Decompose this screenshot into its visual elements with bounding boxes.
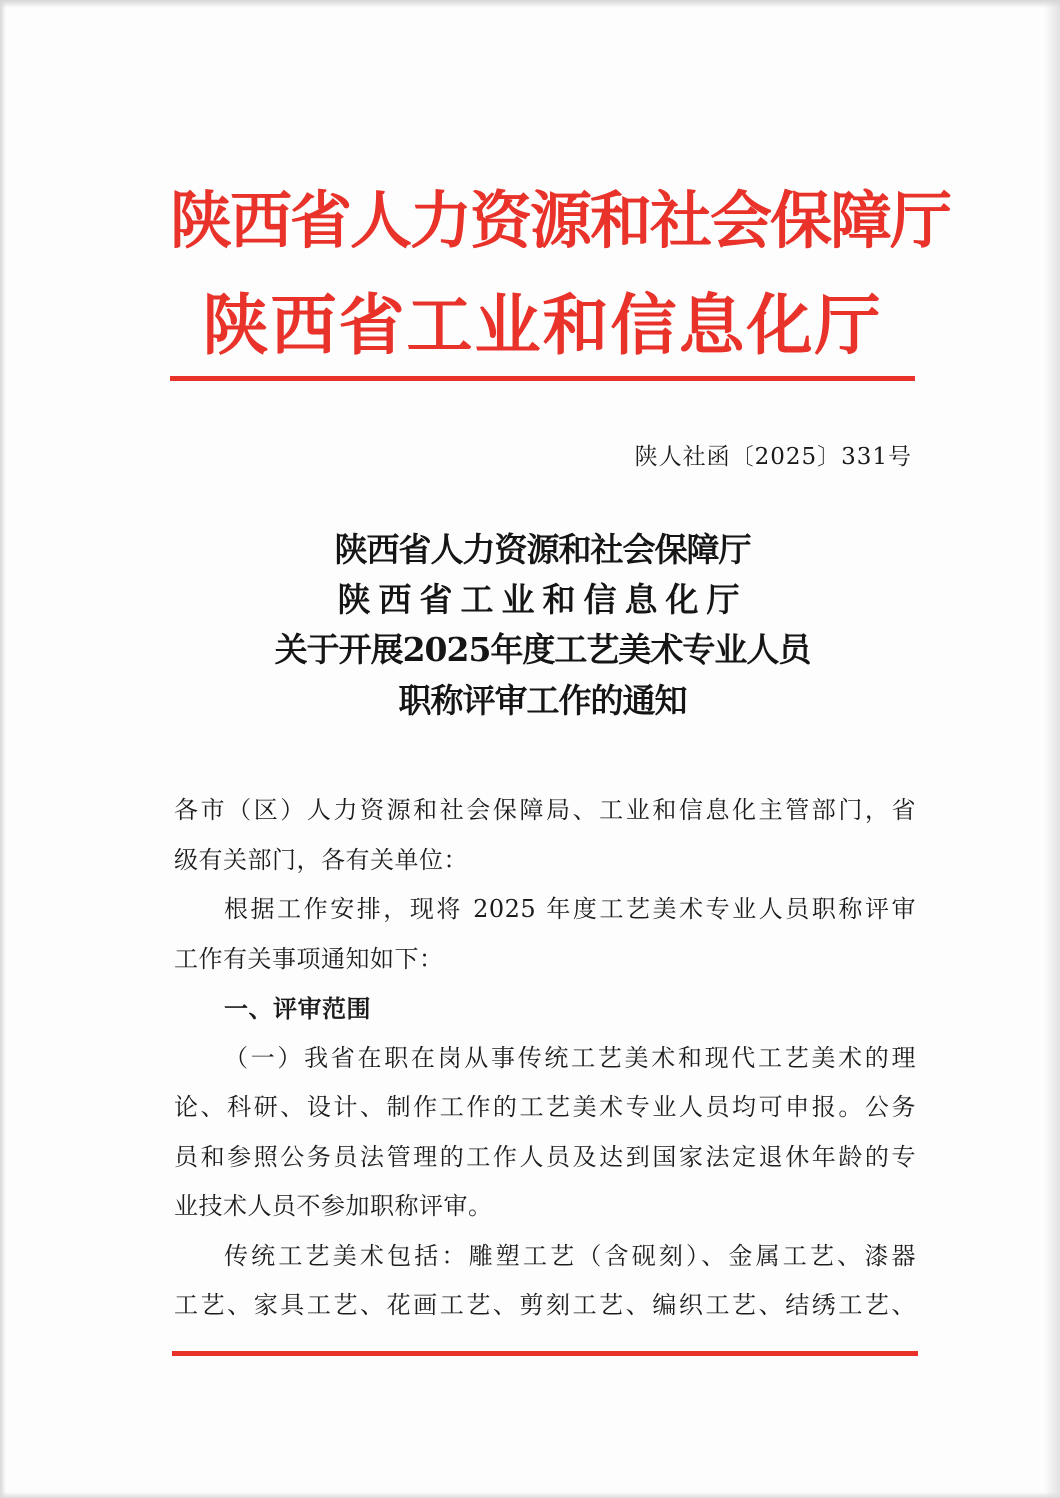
item-1-paragraph [174,1034,916,1232]
traditional-line: 传统工艺美术包括：雕塑工艺（含砚刻）、金属工艺、漆器 [224,1241,916,1270]
item-1-line: 论、科研、设计、制作工作的工艺美术专业人员均可申报。公务 [174,1093,916,1121]
intro-paragraph [174,885,916,984]
salutation-line: 各市（区）人力资源和社会保障局、工业和信息化主管部门，省 [174,796,916,824]
scan-shadow-bottom [0,1492,1060,1498]
section-heading-scope: 一、评审范围 [224,994,371,1023]
title-line-4: 职称评审工作的通知 [398,681,687,720]
red-header-rule [170,376,915,381]
intro-line: 工作有关事项通知如下： [174,944,444,973]
document-body [174,786,916,1331]
scan-shadow-top [0,0,1060,8]
scan-shadow-right [1044,0,1060,1498]
item-1-line: 业技术人员不参加职称评审。 [174,1192,493,1220]
salutation-paragraph [174,786,916,885]
masthead-issuer-1: 陕西省人力资源和社会保障厅 [170,184,951,257]
masthead-issuer-2: 陕西省工业和信息化厅 [202,286,883,364]
salutation-line: 级有关部门，各有关单位： [174,845,468,874]
traditional-crafts-paragraph [174,1232,916,1331]
title-line-3: 关于开展2025年度工艺美术专业人员 [274,630,811,669]
intro-line: 根据工作安排，现将 2025 年度工艺美术专业人员职称评审 [224,895,916,923]
red-footer-rule [172,1351,918,1356]
document-number: 陕人社函〔2025〕331号 [634,444,912,470]
title-line-1: 陕西省人力资源和社会保障厅 [334,530,751,569]
traditional-line: 工艺、家具工艺、花画工艺、剪刻工艺、编织工艺、结绣工艺、 [174,1291,916,1319]
item-1-line: （一）我省在职在岗从事传统工艺美术和现代工艺美术的理 [224,1043,916,1072]
title-line-2: 陕西省工业和信息化厅 [337,580,748,619]
scan-shadow-left [0,0,6,1498]
item-1-line: 员和参照公务员法管理的工作人员及达到国家法定退休年龄的专 [174,1142,916,1171]
